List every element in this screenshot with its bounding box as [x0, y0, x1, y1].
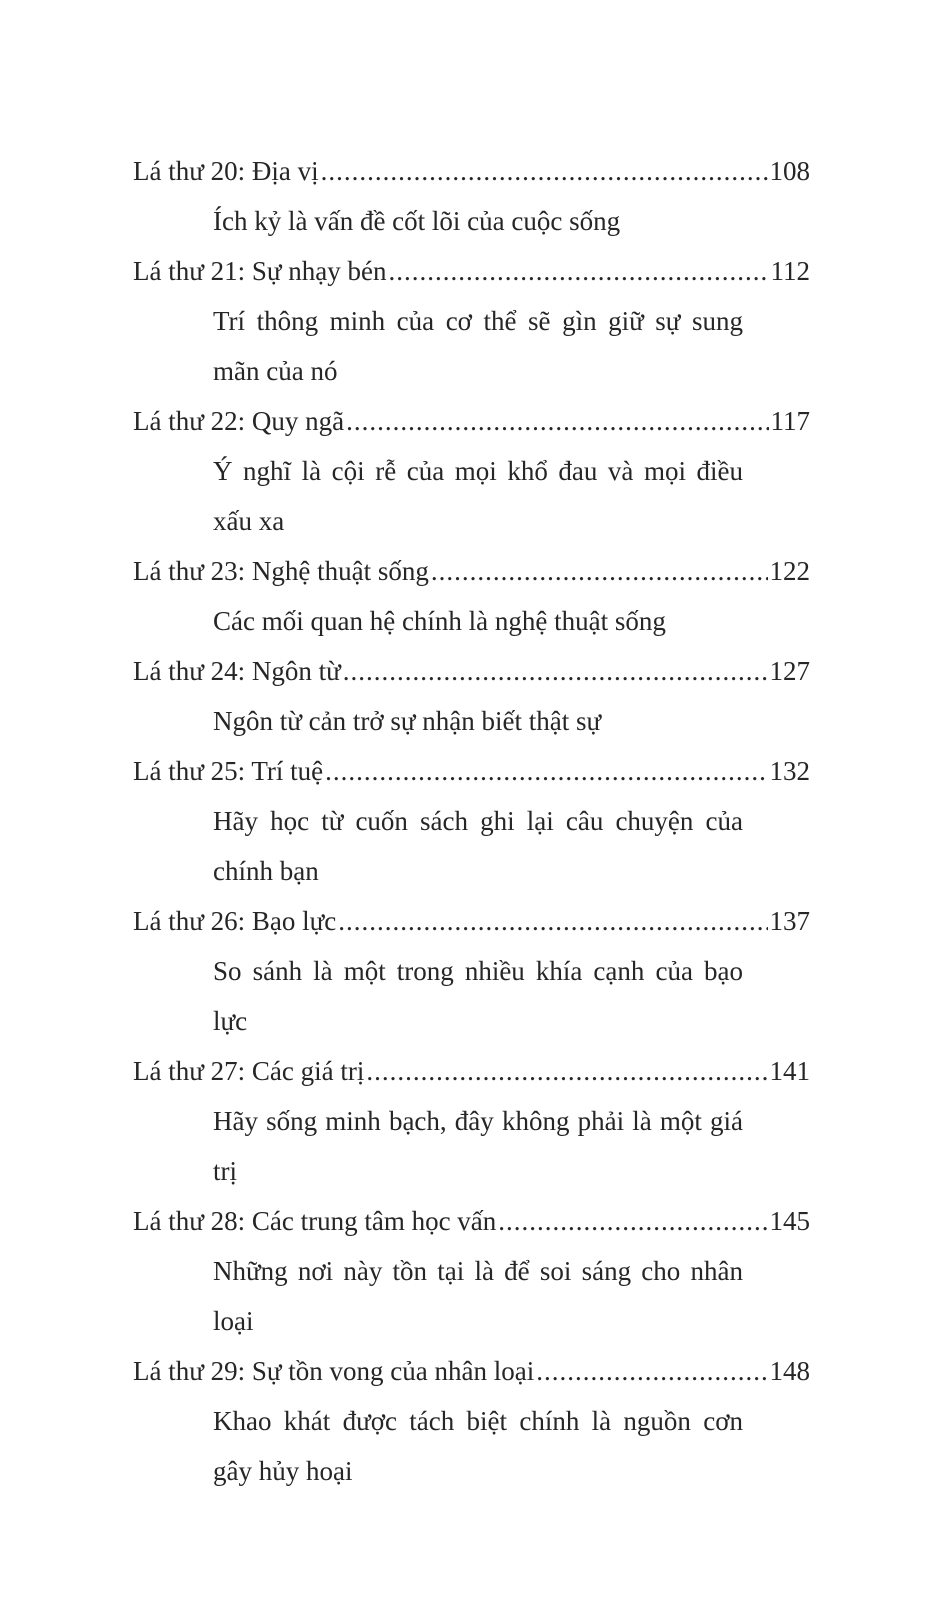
toc-entry-title: Lá thư 23: Nghệ thuật sống	[133, 556, 429, 586]
toc-page-number: 148	[769, 1356, 810, 1386]
toc-page-number: 132	[769, 756, 810, 786]
toc-entry	[133, 896, 810, 1046]
toc-entry-heading	[133, 1196, 810, 1246]
toc-entry	[133, 646, 810, 746]
toc-page-number: 117	[770, 406, 810, 436]
dot-leader	[498, 1196, 767, 1246]
toc-entry	[133, 396, 810, 546]
toc-entry	[133, 1196, 810, 1346]
toc-page-number: 112	[770, 256, 810, 286]
toc-page-number: 145	[769, 1206, 810, 1236]
toc-entry-subtitle: Ngôn từ cản trở sự nhận biết thật sự	[213, 706, 602, 736]
toc-entry	[133, 246, 810, 396]
toc-entry-title: Lá thư 27: Các giá trị	[133, 1056, 365, 1086]
toc-entry	[133, 146, 810, 246]
toc-entry	[133, 546, 810, 646]
toc-entry-subtitle: Trí thông minh của cơ thể sẽ gìn giữ sự sung mãn của nó	[213, 306, 743, 386]
toc-page-number: 141	[769, 1056, 810, 1086]
toc-entry-heading	[133, 396, 810, 446]
dot-leader	[343, 646, 768, 696]
toc-entry-subtitle: Những nơi này tồn tại là để soi sáng cho nhân loại	[213, 1256, 743, 1336]
toc-page-number: 108	[769, 156, 810, 186]
toc-entry-heading	[133, 546, 810, 596]
toc-entry	[133, 746, 810, 896]
toc-entry-heading	[133, 746, 810, 796]
toc-entry-subtitle: Ý nghĩ là cội rễ của mọi khổ đau và mọi điều xấu xa	[213, 456, 743, 536]
toc-entry-heading	[133, 896, 810, 946]
toc-entry	[133, 1346, 810, 1496]
toc-entry-title: Lá thư 24: Ngôn từ	[133, 656, 341, 686]
toc-entry-subtitle: Hãy sống minh bạch, đây không phải là một giá trị	[213, 1106, 743, 1186]
toc-entry-heading	[133, 246, 810, 296]
toc-entry-subtitle: Hãy học từ cuốn sách ghi lại câu chuyện của chính bạn	[213, 806, 743, 886]
toc-entry-heading	[133, 1046, 810, 1096]
dot-leader	[325, 746, 767, 796]
table-of-contents	[133, 146, 810, 1496]
dot-leader	[338, 896, 767, 946]
toc-page-number: 122	[769, 556, 810, 586]
toc-page-number: 127	[769, 656, 810, 686]
toc-entry-subtitle: Khao khát được tách biệt chính là nguồn cơn gây hủy hoại	[213, 1406, 743, 1486]
toc-entry-title: Lá thư 22: Quy ngã	[133, 406, 345, 436]
dot-leader	[431, 546, 768, 596]
toc-entry-title: Lá thư 21: Sự nhạy bén	[133, 256, 387, 286]
dot-leader	[321, 146, 768, 196]
toc-entry-title: Lá thư 25: Trí tuệ	[133, 756, 324, 786]
toc-entry-heading	[133, 146, 810, 196]
dot-leader	[388, 246, 768, 296]
dot-leader	[346, 396, 768, 446]
toc-page-number: 137	[769, 906, 810, 936]
dot-leader	[366, 1046, 767, 1096]
toc-entry-heading	[133, 646, 810, 696]
dot-leader	[536, 1346, 767, 1396]
toc-entry-title: Lá thư 26: Bạo lực	[133, 906, 337, 936]
toc-entry	[133, 1046, 810, 1196]
toc-entry-subtitle: Các mối quan hệ chính là nghệ thuật sống	[213, 606, 666, 636]
toc-entry-heading	[133, 1346, 810, 1396]
toc-entry-subtitle: So sánh là một trong nhiều khía cạnh của bạo lực	[213, 956, 743, 1036]
toc-entry-title: Lá thư 29: Sự tồn vong của nhân loại	[133, 1356, 535, 1386]
toc-entry-title: Lá thư 20: Địa vị	[133, 156, 319, 186]
toc-entry-subtitle: Ích kỷ là vấn đề cốt lõi của cuộc sống	[213, 206, 621, 236]
toc-entry-title: Lá thư 28: Các trung tâm học vấn	[133, 1206, 497, 1236]
